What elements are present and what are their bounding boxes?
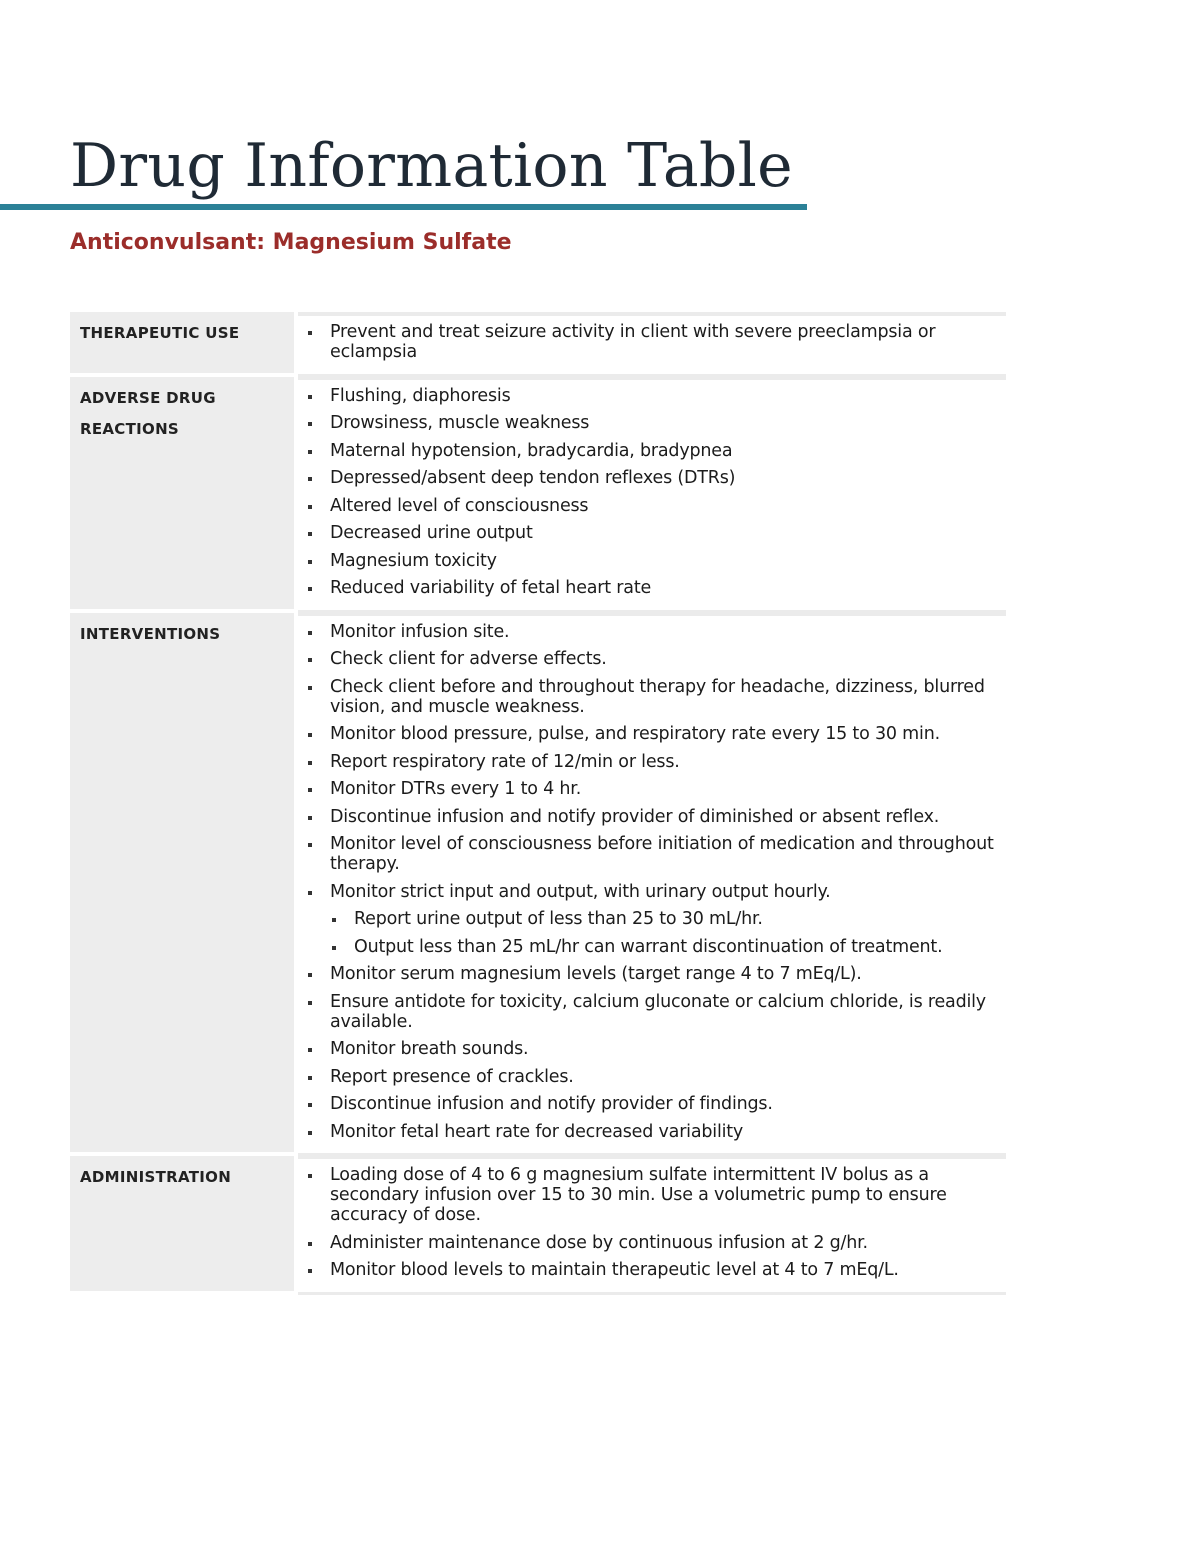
list-item: Monitor breath sounds.	[304, 1039, 1002, 1059]
table-row-administration	[70, 1156, 1006, 1295]
list-item: Monitor DTRs every 1 to 4 hr.	[304, 779, 1002, 799]
row-label-cell	[70, 613, 298, 1157]
list-item: Prevent and treat seizure activity in client with severe preeclampsia or eclampsia	[304, 322, 1002, 362]
list-item: Maternal hypotension, bradycardia, bradypnea	[304, 441, 1002, 461]
table-body	[70, 312, 1006, 1295]
bullet-list	[304, 322, 1002, 362]
drug-information-table	[70, 312, 1006, 1295]
row-label: THERAPEUTIC USE	[80, 324, 240, 342]
list-item: Reduced variability of fetal heart rate	[304, 578, 1002, 598]
title-divider	[0, 204, 807, 210]
list-item: Report presence of crackles.	[304, 1067, 1002, 1087]
sub-list-item: Output less than 25 mL/hr can warrant discontinuation of treatment.	[304, 937, 1002, 957]
list-item: Drowsiness, muscle weakness	[304, 413, 1002, 433]
list-item: Discontinue infusion and notify provider of findings.	[304, 1094, 1002, 1114]
page-title: Drug Information Table	[70, 131, 793, 201]
row-content-cell	[298, 312, 1006, 377]
list-item: Magnesium toxicity	[304, 551, 1002, 571]
list-item: Discontinue infusion and notify provider of diminished or absent reflex.	[304, 807, 1002, 827]
row-label-cell	[70, 377, 298, 613]
list-item: Monitor serum magnesium levels (target range 4 to 7 mEq/L).	[304, 964, 1002, 984]
sub-list-item: Report urine output of less than 25 to 30 mL/hr.	[304, 909, 1002, 929]
list-item: Depressed/absent deep tendon reflexes (DTRs)	[304, 468, 1002, 488]
table-row-adverse-drug-reactions	[70, 377, 1006, 613]
list-item: Decreased urine output	[304, 523, 1002, 543]
table-row-interventions	[70, 613, 1006, 1157]
list-item: Altered level of consciousness	[304, 496, 1002, 516]
row-content-cell	[298, 377, 1006, 613]
list-item: Monitor infusion site.	[304, 622, 1002, 642]
row-label: ADMINISTRATION	[80, 1168, 232, 1186]
list-item: Flushing, diaphoresis	[304, 386, 1002, 406]
list-item: Monitor blood pressure, pulse, and respiratory rate every 15 to 30 min.	[304, 724, 1002, 744]
list-item: Report respiratory rate of 12/min or less.	[304, 752, 1002, 772]
row-content-cell	[298, 613, 1006, 1157]
row-label: INTERVENTIONS	[80, 624, 221, 643]
list-item: Loading dose of 4 to 6 g magnesium sulfate intermittent IV bolus as a secondary infusion over 15 to 30 min. Use a volumetric pump to ensure accuracy of dose.	[304, 1165, 1002, 1225]
row-label-cell	[70, 312, 298, 377]
bullet-list	[304, 1165, 1002, 1280]
list-item: Check client before and throughout therapy for headache, dizziness, blurred vision, and muscle weakness.	[304, 677, 1002, 717]
list-item: Check client for adverse effects.	[304, 649, 1002, 669]
list-item: Administer maintenance dose by continuous infusion at 2 g/hr.	[304, 1233, 1002, 1253]
list-item: Monitor level of consciousness before initiation of medication and throughout therapy.	[304, 834, 1002, 874]
row-content-cell	[298, 1156, 1006, 1295]
bullet-list	[304, 622, 1002, 1142]
list-item: Monitor blood levels to maintain therapeutic level at 4 to 7 mEq/L.	[304, 1260, 1002, 1280]
drug-subtitle: Anticonvulsant: Magnesium Sulfate	[70, 230, 512, 255]
list-item: Ensure antidote for toxicity, calcium gluconate or calcium chloride, is readily available.	[304, 992, 1002, 1032]
bullet-list	[304, 386, 1002, 599]
table-row-therapeutic-use	[70, 312, 1006, 377]
list-item: Monitor fetal heart rate for decreased variability	[304, 1122, 1002, 1142]
row-label-cell	[70, 1156, 298, 1295]
row-label: ADVERSE DRUG REACTIONS	[80, 388, 216, 438]
list-item: Monitor strict input and output, with urinary output hourly.	[304, 882, 1002, 902]
